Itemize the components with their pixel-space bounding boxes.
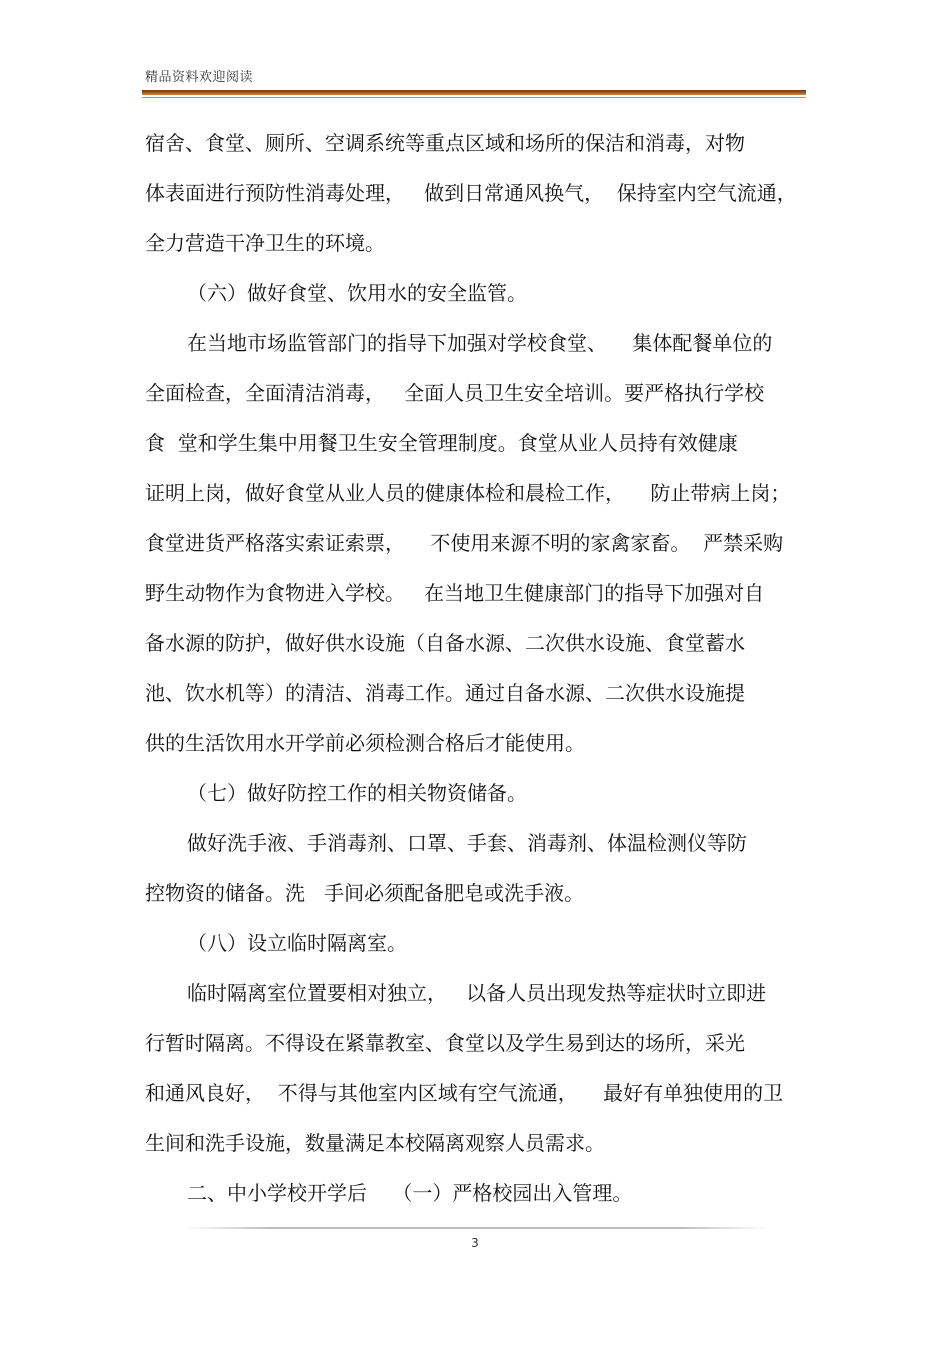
section-heading: 二、中小学校开学后 （一）严格校园出入管理。 xyxy=(187,1181,633,1205)
text-line: 做好洗手液、手消毒剂、口罩、手套、消毒剂、体温检测仪等防 xyxy=(187,831,747,855)
header-rule-thin xyxy=(142,97,806,98)
page-header-text: 精品资料欢迎阅读 xyxy=(145,70,254,85)
text-line: 池、饮水机等）的清洁、消毒工作。通过自备水源、二次供水设施提 xyxy=(145,681,745,705)
section-heading: （七）做好防控工作的相关物资储备。 xyxy=(187,781,527,805)
page-number: 3 xyxy=(471,1236,479,1250)
text-line: 宿舍、食堂、厕所、空调系统等重点区域和场所的保洁和消毒，对物 xyxy=(145,131,745,155)
text-line: 生间和洗手设施，数量满足本校隔离观察人员需求。 xyxy=(145,1131,605,1155)
text-line: 证明上岗，做好食堂从业人员的健康体检和晨检工作， 防止带病上岗； xyxy=(145,481,791,505)
text-line: 临时隔离室位置要相对独立， 以备人员出现发热等症状时立即进 xyxy=(187,981,767,1005)
footer-rule xyxy=(183,1227,768,1229)
text-line: 食堂进货严格落实索证索票， 不使用来源不明的家禽家畜。 严禁采购 xyxy=(145,531,784,555)
text-line: 野生动物作为食物进入学校。 在当地卫生健康部门的指导下加强对自 xyxy=(145,581,765,605)
text-line: 行暂时隔离。不得设在紧靠教室、食堂以及学生易到达的场所，采光 xyxy=(145,1031,745,1055)
text-line: 和通风良好， 不得与其他室内区域有空气流通， 最好有单独使用的卫 xyxy=(145,1081,784,1105)
text-line: 备水源的防护，做好供水设施（自备水源、二次供水设施、食堂蓄水 xyxy=(145,631,745,655)
header-rule xyxy=(142,90,806,95)
section-heading: （六）做好食堂、饮用水的安全监管。 xyxy=(187,281,527,305)
text-line: 全面检查，全面清洁消毒， 全面人员卫生安全培训。要严格执行学校 xyxy=(145,381,765,405)
text-line: 食 堂和学生集中用餐卫生安全管理制度。食堂从业人员持有效健康 xyxy=(145,431,738,455)
text-line: 控物资的储备。洗 手间必须配备肥皂或洗手液。 xyxy=(145,881,585,905)
text-line: 供的生活饮用水开学前必须检测合格后才能使用。 xyxy=(145,731,585,755)
text-line: 全力营造干净卫生的环境。 xyxy=(145,231,385,255)
section-heading: （八）设立临时隔离室。 xyxy=(187,931,407,955)
text-line: 在当地市场监管部门的指导下加强对学校食堂、 集体配餐单位的 xyxy=(187,331,773,355)
text-line: 体表面进行预防性消毒处理， 做到日常通风换气， 保持室内空气流通， xyxy=(145,181,797,205)
